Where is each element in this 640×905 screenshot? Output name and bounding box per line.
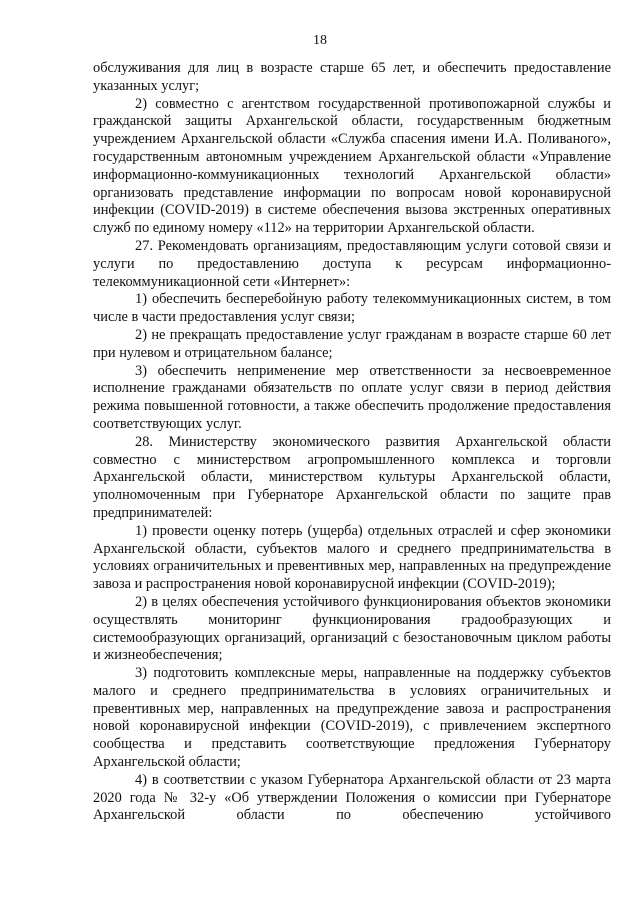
paragraph-continuation: обслуживания для лиц в возрасте старше 65 лет, и обеспечить предоставление указанных услуг; [93,60,611,94]
paragraph-28-item-2: 2) в целях обеспечения устойчивого функционирования объектов экономики осуществлять мониторинг функционирования градообразующих и системообразующих организаций, организаций с безостановочным циклом работы и жизнеобеспечения; [93,593,611,664]
paragraph-28-item-3: 3) подготовить комплексные меры, направленные на поддержку субъектов малого и среднего предпринимательства в условиях ограничительных и превентивных мер, направленных на предупреждение завоза и распространения новой коронавирусной инфекции (COVID-2019), с привлечением экспертного сообщества и представить соответствующие предложения Губернатору Архангельской области; [93,665,611,771]
paragraph-27-item-2: 2) не прекращать предоставление услуг гражданам в возрасте старше 60 лет при нулевом и отрицательном балансе; [93,326,611,361]
paragraph-section-27: 27. Рекомендовать организациям, предоставляющим услуги сотовой связи и услуги по предоставлению доступа к ресурсам информационно-телекоммуникационной сети «Интернет»: [93,237,611,290]
paragraph-28-item-4: 4) в соответствии с указом Губернатора Архангельской области от 23 марта 2020 года № 32-у «Об утверждении Положения о комиссии при Губернаторе Архангельской области по обеспечению устойчивого [93,771,611,824]
paragraph-28-item-1: 1) провести оценку потерь (ущерба) отдельных отраслей и сфер экономики Архангельской области, субъектов малого и среднего предпринимательства в условиях ограничительных и превентивных мер, направленных на предупреждение завоза и распространения новой коронавирусной инфекции (COVID-2019); [93,522,611,593]
paragraph-27-item-1: 1) обеспечить бесперебойную работу телекоммуникационных систем, в том числе в части предоставления услуг связи; [93,291,611,326]
page-number: 18 [313,33,327,48]
document-body [93,60,611,825]
paragraph-27-item-3: 3) обеспечить неприменение мер ответственности за несвоевременное исполнение гражданами обязательств по оплате услуг связи в период действия режима повышенной готовности, а также обеспечить продолжение предоставления соответствующих услуг. [93,362,611,432]
paragraph-item-2-agency: 2) совместно с агентством государственной противопожарной службы и гражданской защиты Архангельской области, государственным бюджетным учреждением Архангельской области «Служба спасения имени И.А. Поливаного», государственным автономным учреждением Архангельской области «Управление информационно-коммуникационных технологий Архангельской области» организовать представление информации по вопросам новой коронавирусной инфекции (COVID-2019) в системе обеспечения вызова экстренных оперативных служб по единому номеру «112» на территории Архангельской области. [93,95,611,237]
paragraph-section-28: 28. Министерству экономического развития Архангельской области совместно с министерством агропромышленного комплекса и торговли Архангельской области, министерством культуры Архангельской области, уполномоченным при Губернаторе Архангельской области по защите прав предпринимателей: [93,433,611,521]
